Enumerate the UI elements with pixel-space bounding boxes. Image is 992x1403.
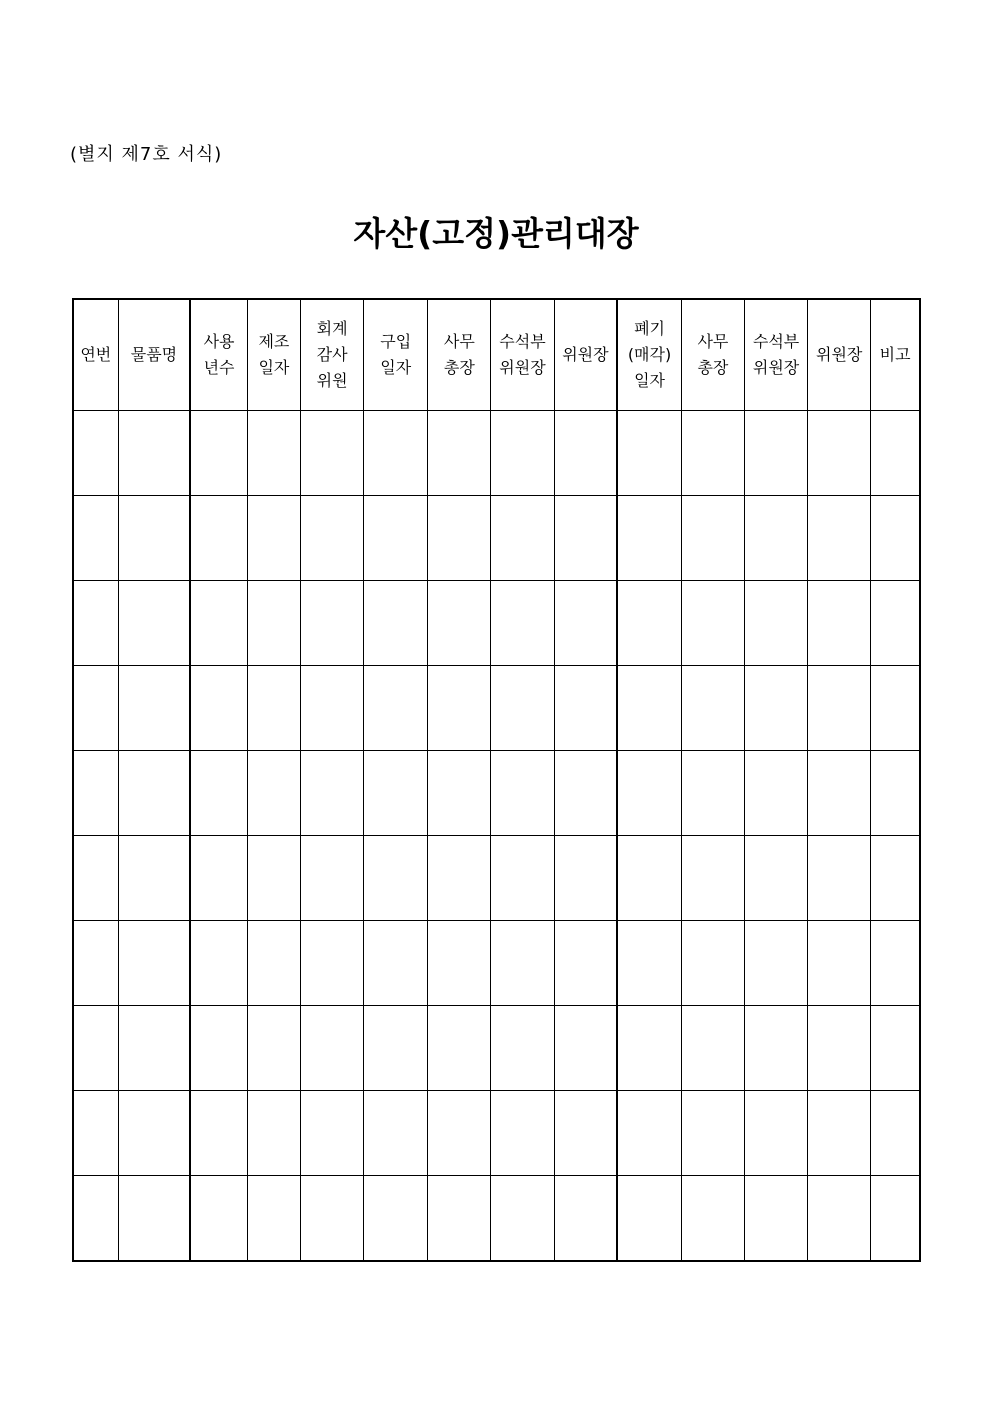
table-cell[interactable] (617, 1006, 681, 1091)
table-cell[interactable] (871, 411, 920, 496)
table-cell[interactable] (118, 921, 190, 1006)
table-cell[interactable] (364, 581, 428, 666)
table-cell[interactable] (247, 1176, 300, 1262)
column-header-manufacture-date: 제조 일자 (247, 299, 300, 411)
table-cell[interactable] (364, 411, 428, 496)
table-cell[interactable] (118, 1176, 190, 1262)
table-row (73, 666, 920, 751)
table-cell[interactable] (554, 496, 617, 581)
table-cell[interactable] (871, 751, 920, 836)
table-cell[interactable] (301, 921, 364, 1006)
column-header-serial: 연번 (73, 299, 118, 411)
column-header-chair-2: 위원장 (808, 299, 871, 411)
table-cell[interactable] (428, 1006, 491, 1091)
table-cell[interactable] (428, 751, 491, 836)
table-cell[interactable] (617, 1091, 681, 1176)
table-cell[interactable] (190, 836, 247, 921)
table-cell[interactable] (491, 921, 554, 1006)
table-cell[interactable] (491, 666, 554, 751)
table-cell[interactable] (364, 1006, 428, 1091)
table-row (73, 836, 920, 921)
table-cell[interactable] (808, 1091, 871, 1176)
table-cell[interactable] (554, 836, 617, 921)
table-cell[interactable] (681, 411, 744, 496)
table-cell[interactable] (617, 836, 681, 921)
table-cell[interactable] (744, 921, 807, 1006)
table-cell[interactable] (364, 666, 428, 751)
table-cell[interactable] (491, 1006, 554, 1091)
table-cell[interactable] (301, 666, 364, 751)
table-cell[interactable] (491, 1176, 554, 1262)
table-cell[interactable] (871, 666, 920, 751)
table-cell[interactable] (617, 496, 681, 581)
table-cell[interactable] (247, 921, 300, 1006)
table-cell[interactable] (871, 921, 920, 1006)
table-cell[interactable] (428, 581, 491, 666)
table-cell[interactable] (190, 1006, 247, 1091)
table-cell[interactable] (73, 751, 118, 836)
table-cell[interactable] (301, 1091, 364, 1176)
table-cell[interactable] (681, 836, 744, 921)
table-row (73, 1006, 920, 1091)
table-cell[interactable] (301, 411, 364, 496)
table-cell[interactable] (617, 751, 681, 836)
document-title: 자산(고정)관리대장 (353, 214, 639, 253)
table-cell[interactable] (301, 581, 364, 666)
table-cell[interactable] (554, 1006, 617, 1091)
table-cell[interactable] (73, 666, 118, 751)
table-cell[interactable] (491, 751, 554, 836)
table-cell[interactable] (73, 1091, 118, 1176)
table-cell[interactable] (491, 411, 554, 496)
table-cell[interactable] (808, 1176, 871, 1262)
table-cell[interactable] (428, 1091, 491, 1176)
table-cell[interactable] (364, 496, 428, 581)
table-cell[interactable] (301, 1006, 364, 1091)
table-cell[interactable] (247, 666, 300, 751)
table-cell[interactable] (871, 581, 920, 666)
table-cell[interactable] (554, 666, 617, 751)
table-cell[interactable] (247, 411, 300, 496)
table-cell[interactable] (73, 836, 118, 921)
table-cell[interactable] (808, 836, 871, 921)
table-cell[interactable] (681, 666, 744, 751)
table-cell[interactable] (871, 1006, 920, 1091)
table-cell[interactable] (617, 581, 681, 666)
table-cell[interactable] (554, 411, 617, 496)
table-cell[interactable] (554, 751, 617, 836)
table-cell[interactable] (744, 411, 807, 496)
table-cell[interactable] (73, 1006, 118, 1091)
table-cell[interactable] (744, 751, 807, 836)
column-header-disposal-date: 폐기 (매각) 일자 (617, 299, 681, 411)
table-cell[interactable] (871, 1091, 920, 1176)
table-cell[interactable] (118, 666, 190, 751)
table-cell[interactable] (118, 1091, 190, 1176)
table-cell[interactable] (491, 496, 554, 581)
table-cell[interactable] (428, 921, 491, 1006)
table-cell[interactable] (554, 921, 617, 1006)
table-cell[interactable] (681, 751, 744, 836)
form-number-label: (별지 제7호 서식) (70, 144, 223, 165)
table-cell[interactable] (364, 836, 428, 921)
table-cell[interactable] (744, 1006, 807, 1091)
table-cell[interactable] (681, 581, 744, 666)
table-cell[interactable] (871, 1176, 920, 1262)
table-row (73, 411, 920, 496)
table-cell[interactable] (808, 496, 871, 581)
table-cell[interactable] (247, 1006, 300, 1091)
table-cell[interactable] (428, 496, 491, 581)
table-cell[interactable] (871, 836, 920, 921)
column-header-audit-member: 회계 감사 위원 (301, 299, 364, 411)
table-cell[interactable] (247, 1091, 300, 1176)
column-header-senior-vice-chair-2: 수석부 위원장 (744, 299, 807, 411)
column-header-years-of-use: 사용 년수 (190, 299, 247, 411)
table-row (73, 751, 920, 836)
column-header-secretary-general-2: 사무 총장 (681, 299, 744, 411)
table-cell[interactable] (247, 581, 300, 666)
table-cell[interactable] (118, 581, 190, 666)
table-row (73, 1176, 920, 1262)
table-cell[interactable] (190, 1176, 247, 1262)
table-cell[interactable] (428, 1176, 491, 1262)
column-header-chair: 위원장 (554, 299, 617, 411)
table-cell[interactable] (617, 411, 681, 496)
column-header-purchase-date: 구입 일자 (364, 299, 428, 411)
table-cell[interactable] (744, 1091, 807, 1176)
table-cell[interactable] (744, 836, 807, 921)
table-cell[interactable] (428, 666, 491, 751)
table-cell[interactable] (681, 1006, 744, 1091)
table-cell[interactable] (808, 581, 871, 666)
table-cell[interactable] (871, 496, 920, 581)
table-cell[interactable] (808, 666, 871, 751)
table-cell[interactable] (73, 921, 118, 1006)
table-cell[interactable] (681, 1176, 744, 1262)
table-cell[interactable] (190, 411, 247, 496)
table-cell[interactable] (554, 1091, 617, 1176)
table-cell[interactable] (190, 1091, 247, 1176)
table-cell[interactable] (118, 836, 190, 921)
column-header-senior-vice-chair: 수석부 위원장 (491, 299, 554, 411)
table-cell[interactable] (118, 496, 190, 581)
table-cell[interactable] (364, 1091, 428, 1176)
table-cell[interactable] (301, 751, 364, 836)
table-cell[interactable] (301, 496, 364, 581)
table-cell[interactable] (491, 1091, 554, 1176)
table-cell[interactable] (118, 1006, 190, 1091)
table-cell[interactable] (190, 496, 247, 581)
table-cell[interactable] (744, 496, 807, 581)
table-cell[interactable] (364, 751, 428, 836)
table-cell[interactable] (247, 496, 300, 581)
table-cell[interactable] (364, 1176, 428, 1262)
table-cell[interactable] (190, 751, 247, 836)
table-cell[interactable] (301, 1176, 364, 1262)
table-cell[interactable] (617, 921, 681, 1006)
table-cell[interactable] (73, 581, 118, 666)
table-cell[interactable] (808, 411, 871, 496)
table-cell[interactable] (301, 836, 364, 921)
table-cell[interactable] (364, 921, 428, 1006)
table-cell[interactable] (491, 581, 554, 666)
table-cell[interactable] (681, 921, 744, 1006)
table-cell[interactable] (118, 411, 190, 496)
table-cell[interactable] (247, 836, 300, 921)
column-header-item-name: 물품명 (118, 299, 190, 411)
table-cell[interactable] (617, 1176, 681, 1262)
table-cell[interactable] (808, 1006, 871, 1091)
table-cell[interactable] (744, 1176, 807, 1262)
table-cell[interactable] (681, 496, 744, 581)
table-cell[interactable] (247, 751, 300, 836)
table-cell[interactable] (118, 751, 190, 836)
table-cell[interactable] (73, 411, 118, 496)
table-cell[interactable] (744, 666, 807, 751)
table-cell[interactable] (808, 751, 871, 836)
table-cell[interactable] (681, 1091, 744, 1176)
column-header-secretary-general: 사무 총장 (428, 299, 491, 411)
table-cell[interactable] (73, 1176, 118, 1262)
table-cell[interactable] (190, 921, 247, 1006)
table-cell[interactable] (554, 581, 617, 666)
table-cell[interactable] (491, 836, 554, 921)
table-header-row (73, 299, 920, 411)
table-cell[interactable] (190, 666, 247, 751)
table-cell[interactable] (808, 921, 871, 1006)
table-cell[interactable] (428, 836, 491, 921)
table-row (73, 581, 920, 666)
column-header-remarks: 비고 (871, 299, 920, 411)
table-cell[interactable] (554, 1176, 617, 1262)
table-row (73, 496, 920, 581)
table-cell[interactable] (744, 581, 807, 666)
table-cell[interactable] (73, 496, 118, 581)
table-row (73, 1091, 920, 1176)
table-cell[interactable] (617, 666, 681, 751)
table-row (73, 921, 920, 1006)
table-cell[interactable] (190, 581, 247, 666)
asset-ledger-table (72, 298, 921, 1262)
table-cell[interactable] (428, 411, 491, 496)
